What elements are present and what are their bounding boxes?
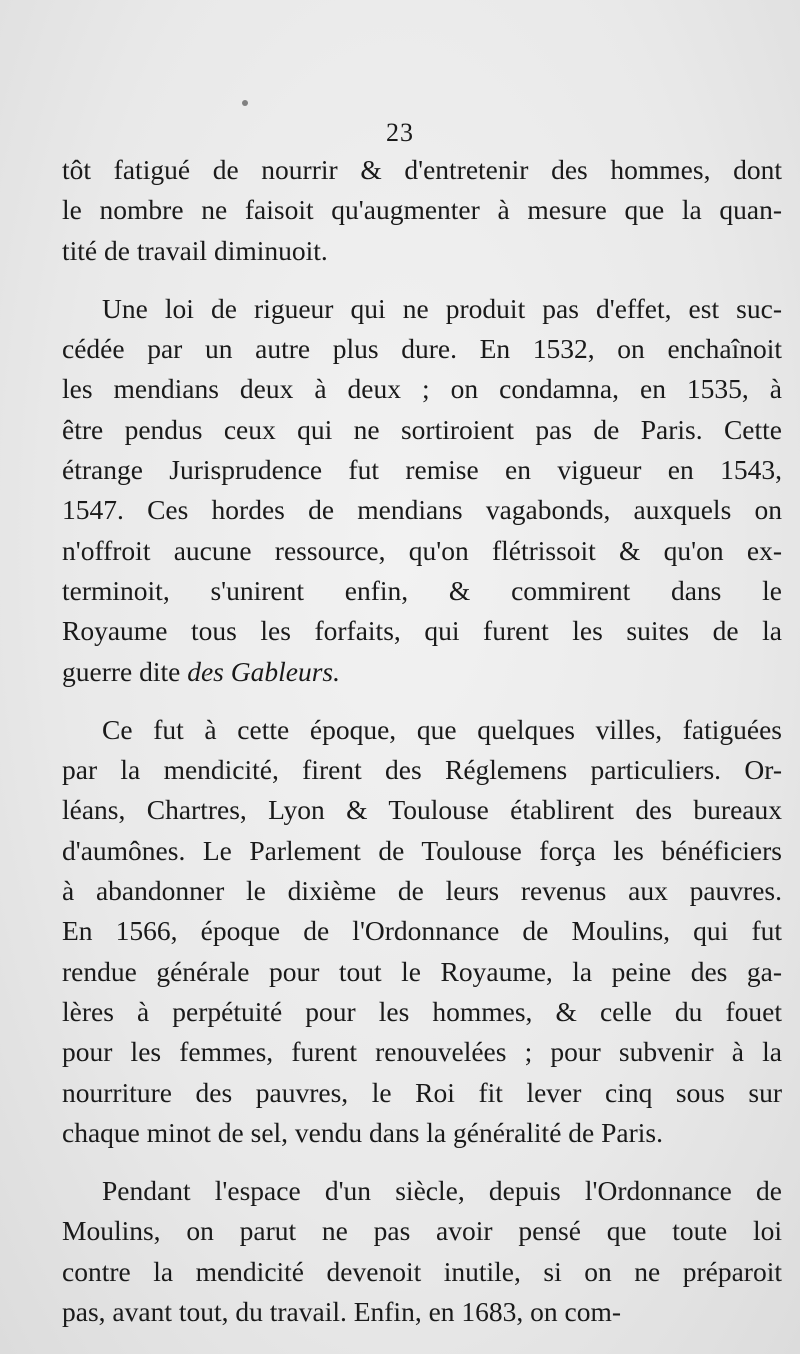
text-line: chaque minot de sel, vendu dans la généralité de Paris. <box>62 1116 663 1148</box>
text-line: lères à perpétuité pour les hommes, & celle du fouet <box>62 995 782 1027</box>
text-line: pas, avant tout, du travail. Enfin, en 1683, on com- <box>62 1296 622 1328</box>
text-line: En 1566, époque de l'Ordonnance de Moulins, qui fut <box>62 915 782 947</box>
text-line: léans, Chartres, Lyon & Toulouse établirent des bureaux <box>62 794 782 826</box>
body-text <box>62 150 782 1332</box>
text-line: terminoit, s'unirent enfin, & commirent dans le <box>62 574 782 606</box>
text-line: cédée par un autre plus dure. En 1532, on enchaînoit <box>62 333 782 365</box>
text-line: Royaume tous les forfaits, qui furent les suites de la <box>62 615 782 647</box>
text-line: tôt fatigué de nourrir & d'entretenir des hommes, dont <box>62 154 782 185</box>
text-line: Moulins, on parut ne pas avoir pensé que toute loi <box>62 1215 782 1247</box>
paragraph <box>62 710 782 1153</box>
text-line: n'offroit aucune ressource, qu'on flétrissoit & qu'on ex- <box>62 534 782 566</box>
text-line: les mendians deux à deux ; on condamna, en 1535, à <box>62 373 782 405</box>
text-line: Ce fut à cette époque, que quelques villes, fatiguées <box>102 713 782 745</box>
text-line: Pendant l'espace d'un siècle, depuis l'Ordonnance de <box>102 1175 782 1207</box>
text-line: le nombre ne faisoit qu'augmenter à mesure que la quan- <box>62 194 782 226</box>
text-line: guerre dite des Gableurs. <box>62 655 340 687</box>
text-line: contre la mendicité devenoit inutile, si on ne préparoit <box>62 1255 782 1287</box>
text-line: être pendus ceux qui ne sortiroient pas de Paris. Cette <box>62 413 782 445</box>
text-line: pour les femmes, furent renouvelées ; pour subvenir à la <box>62 1036 782 1068</box>
text-line: tité de travail diminuoit. <box>62 234 328 266</box>
text-line: nourriture des pauvres, le Roi fit lever cinq sous sur <box>62 1076 782 1108</box>
text-line: étrange Jurisprudence fut remise en vigueur en 1543, <box>62 454 782 486</box>
text-line: rendue générale pour tout le Royaume, la peine des ga- <box>62 955 782 987</box>
paragraph <box>62 289 782 692</box>
text-line: par la mendicité, firent des Réglemens particuliers. Or- <box>62 754 782 786</box>
text-line: Une loi de rigueur qui ne produit pas d'effet, est suc- <box>102 292 782 324</box>
text-line: d'aumônes. Le Parlement de Toulouse força les bénéficiers <box>62 834 782 866</box>
paragraph <box>62 150 782 271</box>
italic-phrase: des Gableurs. <box>187 655 340 687</box>
ink-speck <box>242 100 248 106</box>
paragraph <box>62 1171 782 1332</box>
page-number: 23 <box>386 118 414 147</box>
text-line: 1547. Ces hordes de mendians vagabonds, auxquels on <box>62 494 782 526</box>
text-line: à abandonner le dixième de leurs revenus aux pauvres. <box>62 875 782 907</box>
